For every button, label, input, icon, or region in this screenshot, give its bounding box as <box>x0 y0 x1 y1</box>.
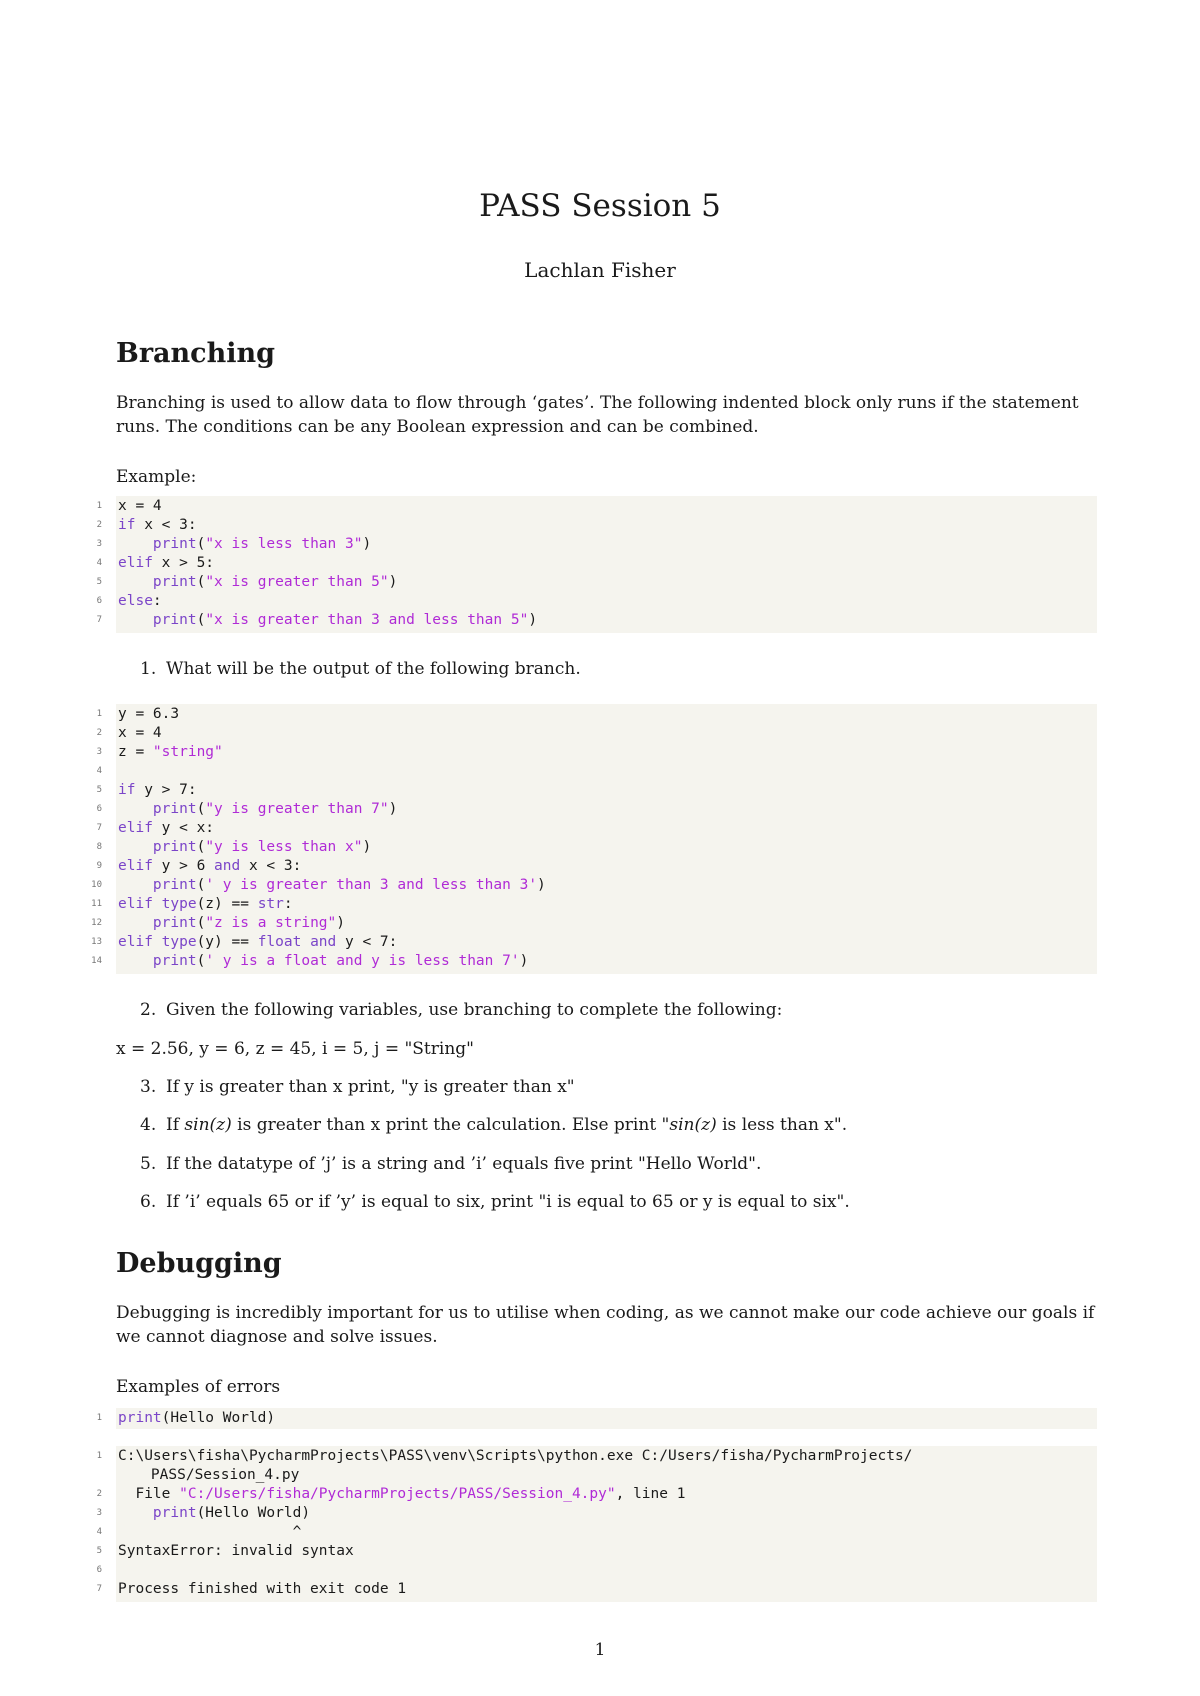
code-line <box>96 1504 1097 1523</box>
line-number: 1 <box>96 1451 102 1461</box>
code-line <box>96 1580 1097 1599</box>
code-line <box>96 1409 1097 1428</box>
code-text: elif type(y) == float and y < 7: <box>118 934 398 950</box>
question-number: 1. <box>140 659 157 679</box>
code-line <box>96 592 1097 611</box>
code-line <box>96 554 1097 573</box>
question-number: 6. <box>140 1192 157 1212</box>
line-number: 7 <box>96 823 102 833</box>
line-number: 4 <box>96 558 102 568</box>
code-text <box>116 763 118 779</box>
section-heading-debugging: Debugging <box>116 1248 282 1279</box>
code-line <box>96 1561 1097 1580</box>
code-text <box>116 1562 118 1578</box>
code-text: y = 6.3 <box>118 706 180 722</box>
line-number: 3 <box>96 747 102 757</box>
line-number: 1 <box>96 709 102 719</box>
question-text: If ’i’ equals 65 or if ’y’ is equal to six, print "i is equal to 65 or y is equal to six". <box>166 1192 850 1212</box>
line-number: 10 <box>91 880 102 890</box>
question-text: What will be the output of the following branch. <box>166 659 581 679</box>
code-line <box>91 952 1097 971</box>
code-line <box>96 497 1097 516</box>
code-text: Process finished with exit code 1 <box>118 1581 407 1597</box>
code-block-error-output <box>96 1446 1097 1602</box>
branching-intro: Branching is used to allow data to flow through ‘gates’. The following indented block only runs if the statement runs. The conditions can be any Boolean expression and can be combined. <box>116 393 1079 437</box>
line-number: 9 <box>96 861 102 871</box>
code-text: SyntaxError: invalid syntax <box>118 1543 354 1559</box>
code-line <box>96 611 1097 630</box>
line-number: 2 <box>96 1489 102 1499</box>
code-line <box>96 762 1097 781</box>
code-line <box>91 876 1097 895</box>
code-line <box>96 1485 1097 1504</box>
question-3 <box>140 1075 575 1099</box>
question-text: If y is greater than x print, "y is greater than x" <box>166 1077 575 1097</box>
code-text: print("x is greater than 3 and less than 5") <box>152 612 538 628</box>
document-author: Lachlan Fisher <box>524 258 676 282</box>
question-6 <box>140 1190 850 1214</box>
question-2 <box>140 998 782 1022</box>
code-text: elif x > 5: <box>118 555 215 571</box>
code-line <box>91 933 1097 952</box>
code-text: File "C:/Users/fisha/PycharmProjects/PASS/Session_4.py", line 1 <box>118 1486 686 1502</box>
line-number: 6 <box>96 596 102 606</box>
examples-of-errors-label: Examples of errors <box>116 1377 281 1397</box>
code-line <box>96 857 1097 876</box>
code-text: print("x is greater than 5") <box>152 574 398 590</box>
code-text: print(' y is greater than 3 and less than 3') <box>152 877 546 893</box>
question-1 <box>140 657 581 681</box>
code-line <box>91 895 1097 914</box>
question-number: 3. <box>140 1077 157 1097</box>
line-number: 4 <box>96 766 102 776</box>
question-text-post: is less than x". <box>716 1115 848 1135</box>
line-number: 7 <box>96 615 102 625</box>
line-number: 8 <box>96 842 102 852</box>
code-block-branch-question <box>91 704 1097 974</box>
code-line <box>96 1447 1097 1485</box>
code-text: if y > 7: <box>118 782 197 798</box>
code-block-error-source <box>96 1408 1097 1429</box>
line-number: 14 <box>91 956 102 966</box>
line-number: 13 <box>91 937 102 947</box>
code-line <box>96 1542 1097 1561</box>
line-number: 5 <box>96 785 102 795</box>
example-label: Example: <box>116 467 197 487</box>
document-title: PASS Session 5 <box>479 188 721 224</box>
code-line <box>96 516 1097 535</box>
page-number: 1 <box>594 1640 606 1660</box>
code-text: elif y < x: <box>118 820 215 836</box>
code-text: ^ <box>118 1524 302 1540</box>
code-line <box>96 838 1097 857</box>
code-text: print(Hello World) <box>118 1410 276 1426</box>
code-text: print(Hello World) <box>152 1505 311 1521</box>
code-line <box>96 800 1097 819</box>
code-line <box>91 914 1097 933</box>
code-text: x = 4 <box>118 725 162 741</box>
question-text: If the datatype of ’j’ is a string and ’i’ equals five print "Hello World". <box>166 1154 762 1174</box>
section-heading-branching: Branching <box>116 338 276 369</box>
code-text: if x < 3: <box>118 517 197 533</box>
code-line <box>96 724 1097 743</box>
line-number: 2 <box>96 520 102 530</box>
code-line <box>96 781 1097 800</box>
question-text-pre: If <box>166 1115 185 1135</box>
code-text: print("y is greater than 7") <box>152 801 398 817</box>
code-line <box>96 535 1097 554</box>
question-4 <box>140 1113 847 1137</box>
question-text-mid: is greater than x print the calculation. Else print " <box>231 1115 670 1135</box>
code-text: else: <box>118 593 162 609</box>
question-number: 4. <box>140 1115 157 1135</box>
code-line <box>96 1523 1097 1542</box>
question-number: 5. <box>140 1154 157 1174</box>
code-text: x = 4 <box>118 498 162 514</box>
variables-line: x = 2.56, y = 6, z = 45, i = 5, j = "String" <box>116 1039 474 1059</box>
code-text: elif y > 6 and x < 3: <box>118 858 302 874</box>
line-number: 1 <box>96 1413 102 1423</box>
question-text: Given the following variables, use branching to complete the following: <box>166 1000 783 1020</box>
line-number: 6 <box>96 1565 102 1575</box>
code-block-example <box>96 496 1097 633</box>
line-number: 6 <box>96 804 102 814</box>
code-line <box>96 743 1097 762</box>
math-sin-z: sin(z) <box>184 1115 232 1135</box>
line-number: 3 <box>96 539 102 549</box>
line-number: 12 <box>91 918 102 928</box>
code-line <box>96 819 1097 838</box>
line-number: 5 <box>96 577 102 587</box>
code-line <box>96 705 1097 724</box>
debugging-intro: Debugging is incredibly important for us to utilise when coding, as we cannot make our code achieve our goals if we cannot diagnose and solve issues. <box>116 1303 1095 1347</box>
line-number: 2 <box>96 728 102 738</box>
question-5 <box>140 1152 761 1176</box>
code-text: print(' y is a float and y is less than 7') <box>152 953 529 969</box>
code-text: print("y is less than x") <box>152 839 372 855</box>
line-number: 3 <box>96 1508 102 1518</box>
question-number: 2. <box>140 1000 157 1020</box>
code-text: print("z is a string") <box>152 915 345 931</box>
line-number: 5 <box>96 1546 102 1556</box>
line-number: 4 <box>96 1527 102 1537</box>
line-number: 7 <box>96 1584 102 1594</box>
line-number: 11 <box>91 899 102 909</box>
code-text: print("x is less than 3") <box>152 536 372 552</box>
line-number: 1 <box>96 501 102 511</box>
code-text: C:\Users\fisha\PycharmProjects\PASS\venv\Scripts\python.exe C:/Users/fisha/PycharmProjects/ PASS/Session_4.py <box>118 1448 913 1483</box>
code-text: z = "string" <box>118 744 223 760</box>
code-text: elif type(z) == str: <box>118 896 293 912</box>
code-line <box>96 573 1097 592</box>
math-sin-z: sin(z) <box>669 1115 717 1135</box>
